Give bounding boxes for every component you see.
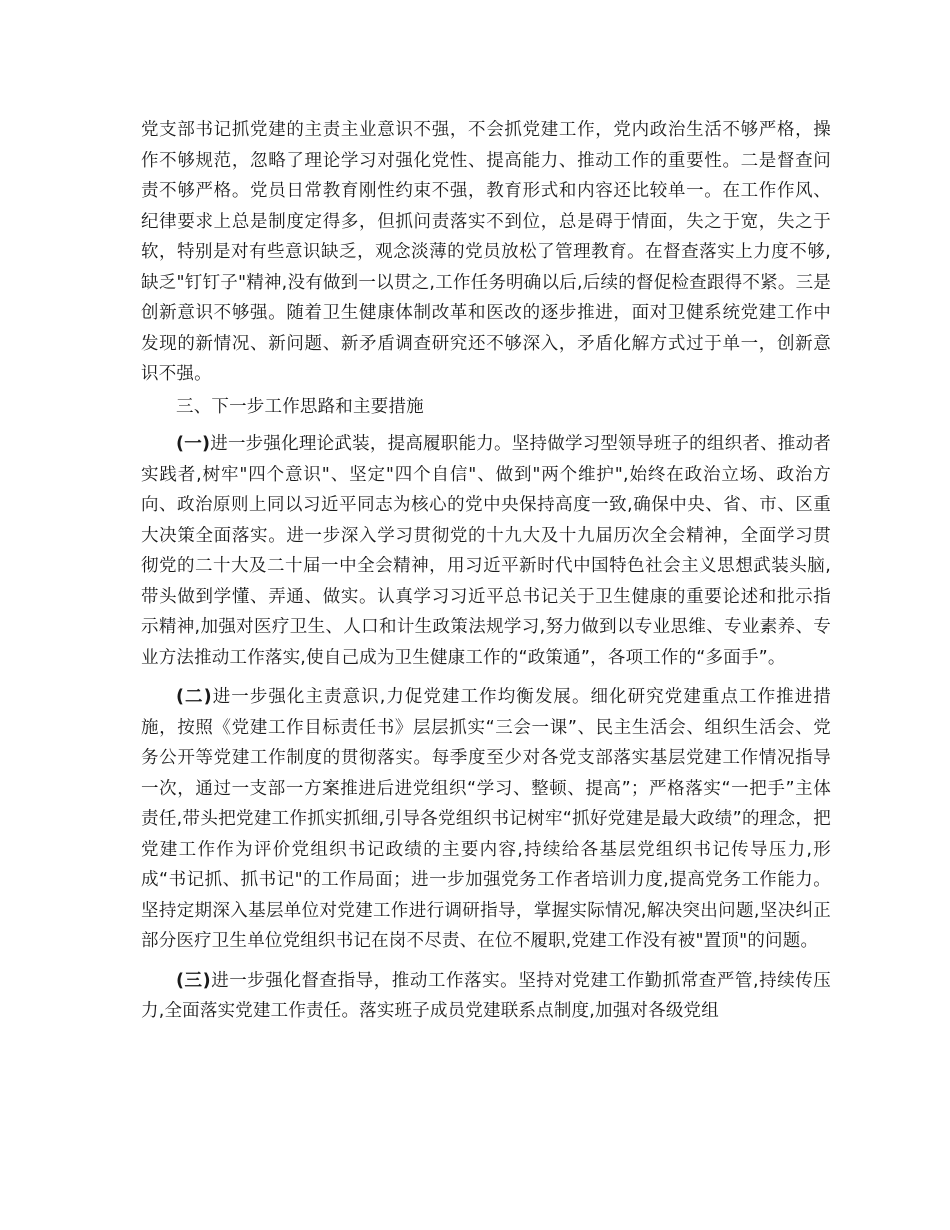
paragraph-text: 进一步强化理论武装，提高履职能力。坚持做学习型领导班子的组织者、推动者实践者,树牢"四个意识"、坚定"四个自信"、做到"两个维护",始终在政治立场、政治方向、政治原则上同以习近平同志为核心的党中央保持高度一致,确保中央、省、市、区重大决策全面落实。进一步深入学习贯彻党的十九大及十九届历次全会精神，全面学习贯彻党的二十大及二十届一中全会精神，用习近平新时代中国特色社会主义思想武装头脑,带头做到学懂、弄通、做实。认真学习习近平总书记关于卫生健康的重要论述和批示指示精神,加强对医疗卫生、人口和计生政策法规学习,努力做到以专业思维、专业素养、专业方法推动工作落实,使自己成为卫生健康工作的“政策通”，各项工作的“多面手”。: [141, 434, 831, 668]
section-heading-text: 三、下一步工作思路和主要措施: [176, 396, 424, 417]
paragraph-measure-2: [141, 682, 831, 957]
paragraph-measure-1: [141, 429, 831, 673]
paragraph-lead-number: (三): [176, 970, 211, 991]
paragraph-text: 党支部书记抓党建的主责主业意识不强，不会抓党建工作，党内政治生活不够严格，操作不够规范，忽略了理论学习对强化党性、提高能力、推动工作的重要性。二是督查问责不够严格。党员日常教育刚性约束不强，教育形式和内容还比较单一。在工作作风、纪律要求上总是制度定得多，但抓问责落实不到位，总是碍于情面，失之于宽，失之于软，特别是对有些意识缺乏，观念淡薄的党员放松了管理教育。在督查落实上力度不够,缺乏"钉钉子"精神,没有做到一以贯之,工作任务明确以后,后续的督促检查跟得不紧。三是创新意识不够强。随着卫生健康体制改革和医改的逐步推进，面对卫健系统党建工作中发现的新情况、新问题、新矛盾调查研究还不够深入，矛盾化解方式过于单一，创新意识不强。: [141, 120, 831, 384]
paragraph-lead-number: (二): [176, 687, 212, 707]
paragraph-lead-number: (一): [176, 434, 211, 454]
paragraph-text: 进一步强化督查指导，推动工作落实。坚持对党建工作勤抓常查严管,持续传压力,全面落实党建工作责任。落实班子成员党建联系点制度,加强对各级党组: [141, 970, 831, 1021]
document-body: [141, 115, 831, 1027]
paragraph-measure-3: [141, 966, 831, 1027]
paragraph-problems-continued: [141, 115, 831, 390]
paragraph-text: 进一步强化主责意识,力促党建工作均衡发展。细化研究党建重点工作推进措施，按照《党建工作目标责任书》层层抓实“三会一课”、民主生活会、组织生活会、党务公开等党建工作制度的贯彻落实。每季度至少对各党支部落实基层党建工作情况指导一次，通过一支部一方案推进后进党组织“学习、整顿、提高”；严格落实“一把手”主体责任,带头把党建工作抓实抓细,引导各党组织书记树牢“抓好党建是最大政绩”的理念，把党建工作作为评价党组织书记政绩的主要内容,持续给各基层党组织书记传导压力,形成“书记抓、抓书记"的工作局面；进一步加强党务工作者培训力度,提高党务工作能力。坚持定期深入基层单位对党建工作进行调研指导，掌握实际情况,解决突出问题,坚决纠正部分医疗卫生单位党组织书记在岗不尽责、在位不履职,党建工作没有被"置顶"的问题。: [141, 687, 831, 951]
section-heading-next-steps: [141, 392, 831, 423]
